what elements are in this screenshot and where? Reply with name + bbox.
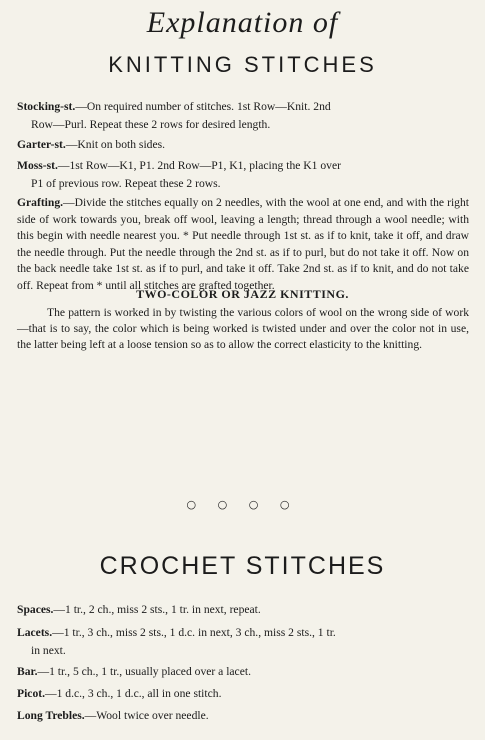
entry-bar — [17, 663, 469, 681]
definition-long-trebles: —Wool twice over needle. — [84, 709, 209, 722]
entry-lacets — [17, 624, 469, 659]
term-lacets: Lacets. — [17, 626, 53, 639]
page-title-knitting: KNITTING STITCHES — [108, 52, 377, 77]
entry-long-trebles — [17, 707, 469, 725]
entry-picot — [17, 685, 469, 703]
definition-stocking-line2: Row—Purl. Repeat these 2 rows for desired length. — [31, 117, 271, 131]
term-spaces: Spaces. — [17, 603, 54, 616]
definition-grafting: —Divide the stitches equally on 2 needles, with the wool at one end, and with the right side of work towards you, break off wool, leaving a length; thread through a wool needle; with this begin with needle nearest you. * Put needle through 1st st. as if to knit, take it off, and draw the needle through. Put the needle through the 2nd st. as if to purl, but do not take it off. Now on the back needle take 1st st. as if to purl, and take it off. Take 2nd st. as if to knit, and do not take off. Repeat from * until all stitches are grafted together. — [17, 196, 469, 292]
definition-lacets-line2: in next. — [31, 643, 66, 657]
term-garter: Garter-st. — [17, 138, 66, 151]
definition-picot: —1 d.c., 3 ch., 1 d.c., all in one stitch. — [45, 687, 222, 700]
term-moss: Moss-st. — [17, 159, 58, 172]
term-picot: Picot. — [17, 687, 46, 700]
jazz-knitting-heading: TWO-COLOR OR JAZZ KNITTING. — [136, 287, 349, 301]
crochet-title: CROCHET STITCHES — [99, 552, 386, 580]
definition-moss-line1: —1st Row—K1, P1. 2nd Row—P1, K1, placing the K1 over — [57, 159, 341, 172]
term-grafting: Grafting. — [17, 196, 64, 209]
entry-garter-stitch — [17, 136, 469, 154]
definition-garter: —Knit on both sides. — [65, 138, 166, 151]
definition-moss-line2: P1 of previous row. Repeat these 2 rows. — [31, 176, 221, 190]
entry-grafting — [17, 195, 469, 294]
entry-stocking-stitch — [17, 98, 469, 133]
entry-moss-stitch — [17, 157, 469, 192]
definition-lacets-line1: —1 tr., 3 ch., miss 2 sts., 1 d.c. in next, 3 ch., miss 2 sts., 1 tr. — [52, 626, 336, 639]
page-title-script: Explanation of — [146, 6, 339, 39]
definition-bar: —1 tr., 5 ch., 1 tr., usually placed over a lacet. — [37, 665, 251, 678]
term-long-trebles: Long Trebles. — [17, 709, 85, 722]
section-divider: ○ ○ ○ ○ — [186, 498, 299, 511]
jazz-knitting-paragraph: The pattern is worked in by twisting the various colors of wool on the wrong side of work—that is to say, the color which is being worked is twisted under and over the color not in use, the latter being left at a loose tension so as to allow the correct elasticity to the knitting. — [17, 306, 469, 351]
term-stocking: Stocking-st. — [17, 100, 76, 113]
entry-spaces — [17, 601, 469, 619]
term-bar: Bar. — [17, 665, 38, 678]
definition-spaces: —1 tr., 2 ch., miss 2 sts., 1 tr. in next, repeat. — [53, 603, 261, 616]
definition-stocking-line1: —On required number of stitches. 1st Row—Knit. 2nd — [75, 100, 331, 113]
